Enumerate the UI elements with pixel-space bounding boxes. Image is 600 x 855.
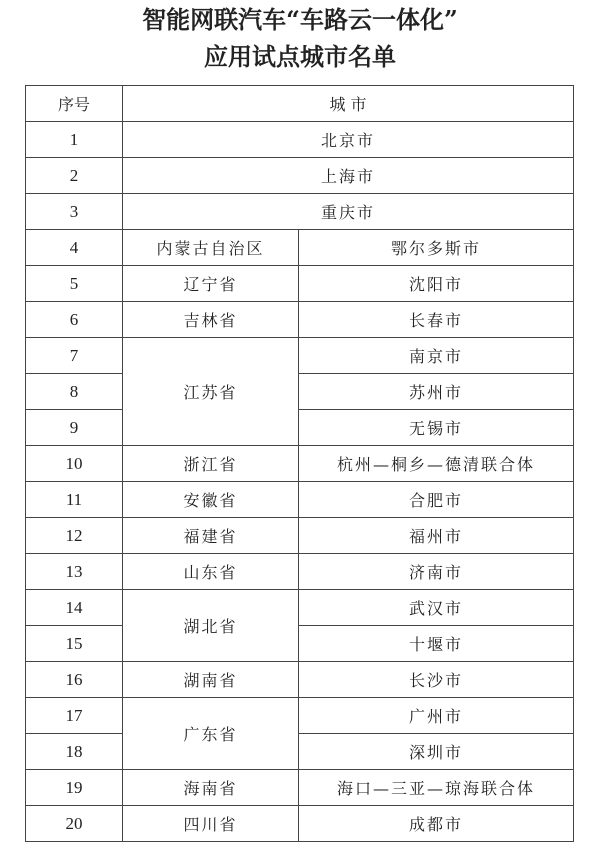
table-row xyxy=(26,194,574,230)
row-index: 2 xyxy=(26,158,123,194)
header-city: 城 市 xyxy=(123,86,574,122)
table-row xyxy=(26,518,574,554)
row-province: 安徽省 xyxy=(123,482,299,518)
row-city: 上海市 xyxy=(123,158,574,194)
row-province: 浙江省 xyxy=(123,446,299,482)
row-city: 十堰市 xyxy=(299,626,574,662)
row-province: 辽宁省 xyxy=(123,266,299,302)
row-city: 苏州市 xyxy=(299,374,574,410)
table-row xyxy=(26,590,574,626)
row-index: 11 xyxy=(26,482,123,518)
row-city: 成都市 xyxy=(299,806,574,842)
row-index: 3 xyxy=(26,194,123,230)
table-row xyxy=(26,302,574,338)
row-index: 14 xyxy=(26,590,123,626)
table-row xyxy=(26,698,574,734)
header-index: 序号 xyxy=(26,86,123,122)
page-title-line-2: 应用试点城市名单 xyxy=(204,42,396,71)
row-province: 海南省 xyxy=(123,770,299,806)
row-index: 18 xyxy=(26,734,123,770)
table-row xyxy=(26,374,574,410)
table-row xyxy=(26,230,574,266)
row-index: 6 xyxy=(26,302,123,338)
table-row xyxy=(26,482,574,518)
city-list-table xyxy=(25,85,574,842)
row-city: 重庆市 xyxy=(123,194,574,230)
row-index: 8 xyxy=(26,374,123,410)
row-city: 深圳市 xyxy=(299,734,574,770)
row-index: 10 xyxy=(26,446,123,482)
row-index: 5 xyxy=(26,266,123,302)
row-city: 沈阳市 xyxy=(299,266,574,302)
row-city: 北京市 xyxy=(123,122,574,158)
row-province: 福建省 xyxy=(123,518,299,554)
table-row xyxy=(26,734,574,770)
row-city: 长春市 xyxy=(299,302,574,338)
row-index: 1 xyxy=(26,122,123,158)
row-index: 9 xyxy=(26,410,123,446)
row-city: 广州市 xyxy=(299,698,574,734)
row-province: 广东省 xyxy=(123,698,299,770)
table-row xyxy=(26,158,574,194)
table-row xyxy=(26,122,574,158)
page-title-line-1: 智能网联汽车“车路云一体化” xyxy=(142,5,458,34)
row-city: 鄂尔多斯市 xyxy=(299,230,574,266)
row-city: 无锡市 xyxy=(299,410,574,446)
table-header-row xyxy=(26,86,574,122)
row-city: 南京市 xyxy=(299,338,574,374)
table-row xyxy=(26,410,574,446)
row-index: 20 xyxy=(26,806,123,842)
row-province: 山东省 xyxy=(123,554,299,590)
row-province: 四川省 xyxy=(123,806,299,842)
table-row xyxy=(26,626,574,662)
row-city: 合肥市 xyxy=(299,482,574,518)
table-row xyxy=(26,338,574,374)
table-row xyxy=(26,446,574,482)
table-row xyxy=(26,554,574,590)
table-row xyxy=(26,662,574,698)
row-city: 福州市 xyxy=(299,518,574,554)
table-row xyxy=(26,266,574,302)
row-index: 15 xyxy=(26,626,123,662)
row-province: 内蒙古自治区 xyxy=(123,230,299,266)
row-city: 济南市 xyxy=(299,554,574,590)
row-province: 湖南省 xyxy=(123,662,299,698)
row-index: 13 xyxy=(26,554,123,590)
row-index: 17 xyxy=(26,698,123,734)
table-row xyxy=(26,806,574,842)
row-index: 12 xyxy=(26,518,123,554)
row-index: 16 xyxy=(26,662,123,698)
row-city: 长沙市 xyxy=(299,662,574,698)
row-province: 江苏省 xyxy=(123,338,299,446)
table-row xyxy=(26,770,574,806)
row-city: 海口—三亚—琼海联合体 xyxy=(299,770,574,806)
row-index: 4 xyxy=(26,230,123,266)
row-city: 武汉市 xyxy=(299,590,574,626)
row-city: 杭州—桐乡—德清联合体 xyxy=(299,446,574,482)
row-index: 19 xyxy=(26,770,123,806)
row-index: 7 xyxy=(26,338,123,374)
row-province: 湖北省 xyxy=(123,590,299,662)
row-province: 吉林省 xyxy=(123,302,299,338)
